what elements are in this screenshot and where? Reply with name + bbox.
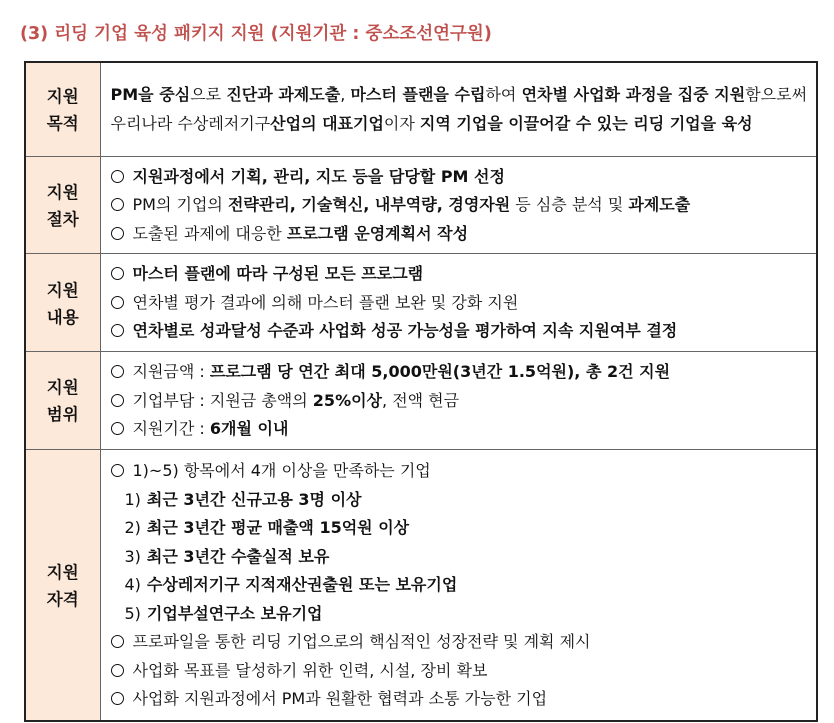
row-label-text: 범위 [46,405,79,425]
text-run: 기업부담 : 지원금 총액의 [132,390,313,410]
circle-bullet-icon [111,198,124,211]
text-run: 프로그램 운영계획서 작성 [286,223,469,243]
list-item [111,220,808,249]
condition-item [111,600,808,629]
table-row [25,156,817,254]
row-label-text: 내용 [46,307,79,327]
text-run: 지역 기업을 이끌어갈 수 있는 리딩 기업을 육성 [419,113,753,133]
text-run: PM을 중심 [110,85,191,105]
text-run: 마스터 플랜을 수립 [350,85,486,105]
row-label-text: 지원 [46,280,79,300]
text-run: 연차별 평가 결과에 의해 마스터 플랜 보완 및 강화 지원 [132,292,519,312]
condition-item [111,543,808,572]
row-label-text: 지원 [46,87,79,107]
text-run: 전략관리, 기술혁신, 내부역량, 경영자원 [227,195,511,214]
list-item [111,685,808,714]
row-label-text: 지원 [46,378,79,398]
circle-bullet-icon [111,365,124,378]
list-item [111,317,808,346]
text-run: 25%이상 [312,390,383,410]
text-run: 연차별로 성과달성 수준과 사업화 성공 가능성을 평가하여 지속 지원여부 결정 [132,321,678,341]
row-label [25,62,100,156]
text-run: 마스터 플랜에 따라 구성된 모든 프로그램 [132,264,424,284]
circle-bullet-icon [111,227,124,240]
procedure-cell [100,156,817,254]
condition-item [111,486,808,515]
text-run: 지원과정에서 기획, 관리, 지도 등을 담당할 PM 선정 [132,166,505,186]
row-label-text: 지원 [46,182,79,202]
eligibility-intro: 1)~5) 항목에서 4개 이상을 만족하는 기업 [132,461,431,480]
text-run: 지원금액 : [132,362,210,381]
circle-bullet-icon [111,324,124,337]
text-run: 과제도출 [628,195,691,214]
condition-text: 최근 3년간 평균 매출액 15억원 이상 [146,518,410,537]
list-item [111,163,808,192]
circle-bullet-icon [111,664,124,677]
eligibility-cell [100,449,817,721]
circle-bullet-icon [111,422,124,435]
text-run: 산업의 대표기업 [270,113,384,133]
text-run: 하여 [485,85,522,105]
item-text: 사업화 지원과정에서 PM과 원활한 협력과 소통 가능한 기업 [132,689,548,708]
circle-bullet-icon [111,692,124,705]
condition-text: 기업부설연구소 보유기업 [146,603,323,623]
list-item [111,358,808,387]
purpose-text [111,81,808,138]
condition-item [111,514,808,543]
text-run: 등 심층 분석 및 [510,195,629,214]
row-label-text: 지원 [46,562,79,582]
condition-number: 3) [124,546,141,566]
condition-number: 5) [124,603,141,623]
text-run: 프로그램 당 연간 최대 5,000만원(3년간 1.5억원), 총 2건 지원 [209,362,671,381]
eligibility-items [111,628,808,714]
text-run: , [340,85,351,105]
text-run: 6개월 이내 [209,419,289,438]
condition-number: 2) [124,518,141,537]
table-row [25,254,817,352]
list-item [111,657,808,686]
text-run: 진단과 과제도출 [226,85,341,105]
circle-bullet-icon [111,635,124,648]
row-label [25,156,100,254]
table-row [25,352,817,450]
table-row [25,62,817,156]
text-run: 함으로써 우리나라 수상레저기구 [110,85,808,133]
content-cell [100,254,817,352]
list-item [111,191,808,220]
table-row [25,449,817,721]
text-run: , 전액 현금 [382,390,460,410]
row-label-text: 절차 [46,209,79,229]
text-run: 도출된 과제에 대응한 [132,223,287,243]
list-item [111,415,808,444]
circle-bullet-icon [111,464,124,477]
support-info-table [24,61,818,722]
condition-item [111,571,808,600]
condition-number: 1) [124,489,141,509]
circle-bullet-icon [111,394,124,407]
circle-bullet-icon [111,296,124,309]
item-text: 프로파일을 통한 리딩 기업으로의 핵심적인 성장전략 및 계획 제시 [132,632,591,651]
row-label-text: 자격 [46,589,79,609]
section-heading: (3) 리딩 기업 육성 패키지 지원 (지원기관 : 중소조선연구원) [20,24,492,44]
condition-list [111,486,808,629]
circle-bullet-icon [111,170,124,183]
text-run: 지원기간 : [132,419,210,438]
condition-text: 수상레저기구 지적재산권출원 또는 보유기업 [146,575,458,594]
condition-text: 최근 3년간 신규고용 3명 이상 [146,489,362,509]
row-label-text: 목적 [46,114,79,134]
text-run: 연차별 사업화 과정을 집중 지원 [521,85,746,105]
item-text: 사업화 목표를 달성하기 위한 인력, 시설, 장비 확보 [132,660,488,680]
row-label [25,352,100,450]
row-label [25,254,100,352]
list-item [111,628,808,657]
list-item [111,260,808,289]
text-run: 으로 [190,85,227,105]
text-run: 이자 [383,113,420,133]
list-item [111,457,808,486]
list-item [111,289,808,318]
scope-cell [100,352,817,450]
row-label [25,449,100,721]
circle-bullet-icon [111,267,124,280]
purpose-cell [100,62,817,156]
list-item [111,387,808,416]
condition-text: 최근 3년간 수출실적 보유 [146,546,330,566]
text-run: PM의 기업의 [132,195,228,214]
condition-number: 4) [124,575,141,594]
